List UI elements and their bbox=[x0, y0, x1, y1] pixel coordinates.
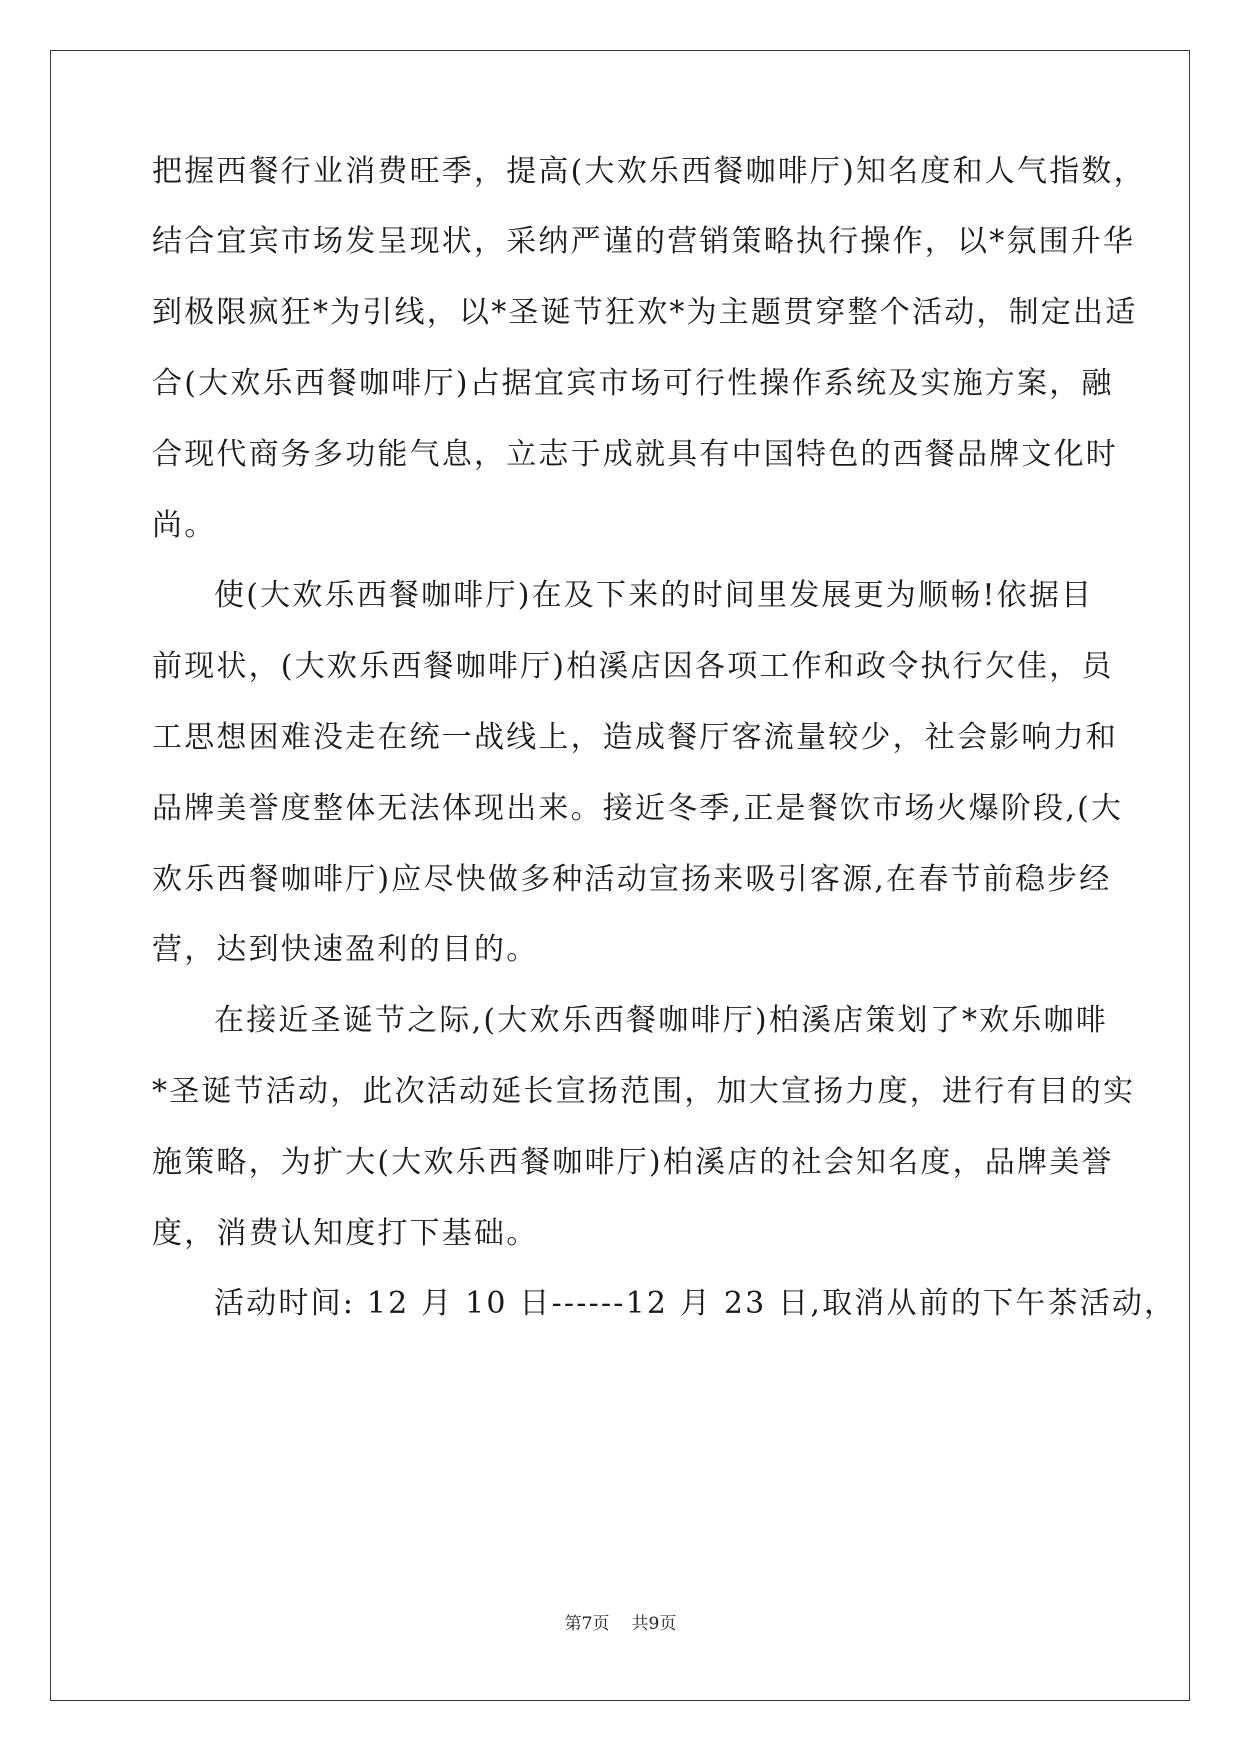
paragraph-first-line: 使(大欢乐西餐咖啡厅)在及下来的时间里发展更为顺畅!依据目 bbox=[214, 578, 1094, 613]
text-line: 工思想困难没走在统一战线上，造成餐厅客流量较少，社会影响力和 bbox=[152, 720, 1118, 755]
text-line: 营，达到快速盈利的目的。 bbox=[152, 932, 539, 967]
text-line: 合现代商务多功能气息，立志于成就具有中国特色的西餐品牌文化时 bbox=[152, 437, 1118, 472]
text-line: 欢乐西餐咖啡厅)应尽快做多种活动宣扬来吸引客源,在春节前稳步经 bbox=[152, 862, 1112, 897]
text-line: 前现状，(大欢乐西餐咖啡厅)柏溪店因各项工作和政令执行欠佳，员 bbox=[152, 649, 1114, 684]
text-line: *圣诞节活动，此次活动延长宣扬范围，加大宣扬力度，进行有目的实 bbox=[152, 1074, 1136, 1109]
paragraph-first-line: 活动时间: 12 月 10 日------12 月 23 日,取消从前的下午茶活动， bbox=[214, 1286, 1177, 1321]
text-line: 把握西餐行业消费旺季，提高(大欢乐西餐咖啡厅)知名度和人气指数， bbox=[152, 154, 1146, 189]
text-line: 品牌美誉度整体无法体现出来。接近冬季,正是餐饮市场火爆阶段,(大 bbox=[152, 791, 1124, 826]
page-footer bbox=[0, 1612, 1241, 1636]
page-number-total: 共9页 bbox=[631, 1614, 677, 1634]
text-line: 度，消费认知度打下基础。 bbox=[152, 1216, 539, 1251]
text-line: 合(大欢乐西餐咖啡厅)占据宜宾市场可行性操作系统及实施方案，融 bbox=[152, 366, 1114, 401]
page-number-current: 第7页 bbox=[564, 1614, 610, 1634]
text-line: 到极限疯狂*为引线，以*圣诞节狂欢*为主题贯穿整个活动，制定出适 bbox=[152, 295, 1138, 330]
paragraph-first-line: 在接近圣诞节之际,(大欢乐西餐咖啡厅)柏溪店策划了*欢乐咖啡 bbox=[214, 1003, 1108, 1038]
text-line: 尚。 bbox=[152, 508, 217, 543]
text-line: 施策略，为扩大(大欢乐西餐咖啡厅)柏溪店的社会知名度，品牌美誉 bbox=[152, 1145, 1114, 1180]
text-line: 结合宜宾市场发呈现状，采纳严谨的营销策略执行操作，以*氛围升华 bbox=[152, 224, 1136, 259]
